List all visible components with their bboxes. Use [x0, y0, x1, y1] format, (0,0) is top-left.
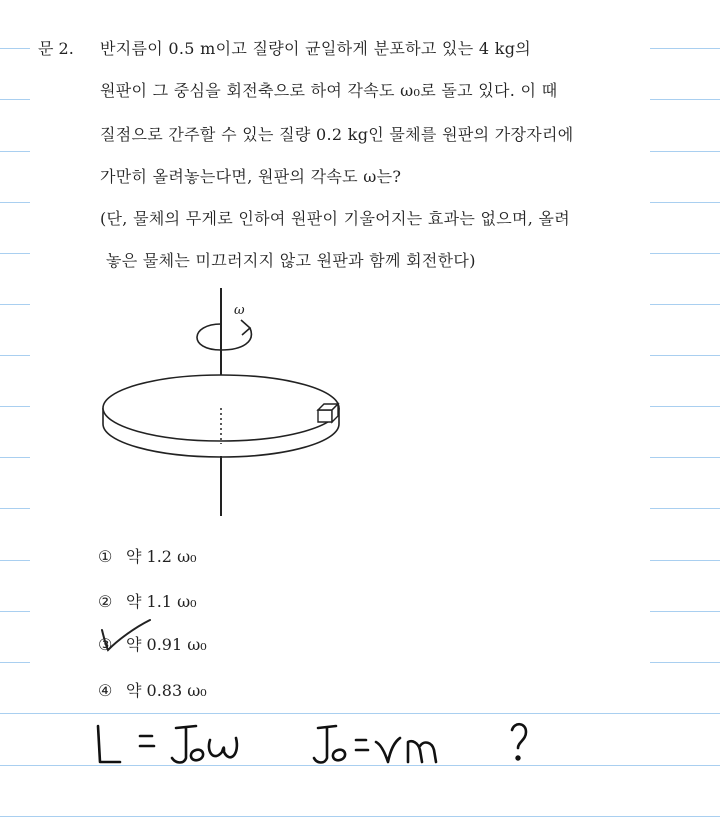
ruled-line	[0, 816, 720, 817]
handwritten-note	[0, 700, 720, 770]
ruled-line	[650, 48, 720, 49]
ruled-line	[0, 253, 30, 254]
question-line: 원판이 그 중심을 회전축으로 하여 각속도 ω₀로 돌고 있다. 이 때	[100, 81, 558, 100]
ruled-line	[0, 560, 30, 561]
ruled-line	[650, 457, 720, 458]
omega-label: ω	[234, 303, 245, 318]
checkmark-icon	[96, 616, 156, 656]
ruled-line	[0, 457, 30, 458]
rotating-disc-figure	[92, 284, 352, 520]
question-note-line: (단, 물체의 무게로 인하여 원판이 기울어지는 효과는 없으며, 올려	[100, 209, 571, 228]
question-number: 문 2.	[38, 39, 74, 58]
choice-number: ①	[98, 547, 113, 566]
ruled-line	[0, 355, 30, 356]
point-mass-block	[318, 404, 338, 422]
ruled-line	[650, 202, 720, 203]
choice-2[interactable]	[98, 589, 197, 612]
question-line: 질점으로 간주할 수 있는 질량 0.2 kg인 물체를 원판의 가장자리에	[100, 125, 574, 144]
ruled-line	[650, 662, 720, 663]
choice-number: ④	[98, 681, 113, 700]
ruled-line	[0, 304, 30, 305]
ruled-line	[650, 508, 720, 509]
ruled-line	[0, 662, 30, 663]
question-line: 반지름이 0.5 m이고 질량이 균일하게 분포하고 있는 4 kg의	[100, 39, 532, 58]
ruled-line	[0, 151, 30, 152]
choice-text: 약 0.91 ω₀	[126, 635, 207, 654]
question-note-line: 놓은 물체는 미끄러지지 않고 원판과 함께 회전한다)	[106, 251, 476, 270]
rotation-arrow	[197, 324, 251, 350]
ruled-line	[650, 151, 720, 152]
ruled-line	[650, 355, 720, 356]
choice-text: 약 1.1 ω₀	[126, 592, 197, 611]
ruled-line	[650, 611, 720, 612]
choice-4[interactable]	[98, 678, 207, 701]
ruled-line	[650, 304, 720, 305]
ruled-line	[0, 202, 30, 203]
ruled-line	[0, 406, 30, 407]
ruled-line	[650, 99, 720, 100]
ruled-line	[650, 253, 720, 254]
choice-number: ②	[98, 592, 113, 611]
ruled-line	[0, 611, 30, 612]
choice-1[interactable]	[98, 544, 197, 567]
ruled-line	[0, 508, 30, 509]
choice-number: ③	[98, 635, 113, 654]
question-line: 가만히 올려놓는다면, 원판의 각속도 ω는?	[100, 167, 402, 186]
rotation-arrowhead	[241, 320, 250, 335]
ruled-line	[0, 99, 30, 100]
ruled-line	[650, 560, 720, 561]
ruled-line	[650, 406, 720, 407]
ruled-line	[0, 48, 30, 49]
choice-text: 약 1.2 ω₀	[126, 547, 197, 566]
choice-text: 약 0.83 ω₀	[126, 681, 207, 700]
